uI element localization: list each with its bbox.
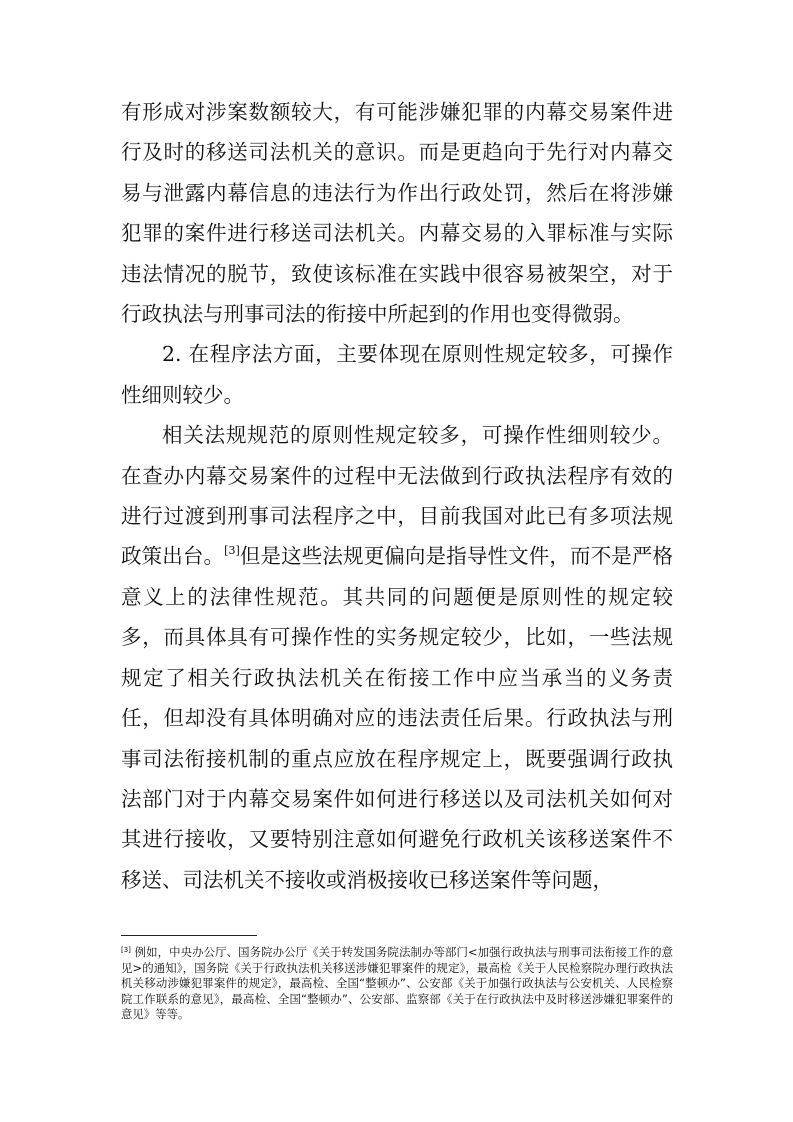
paragraph-regulations-part2: 但是这些法规更偏向是指导性文件，而不是严格意义上的法律性规范。其共同的问题便是原则性的规定较多，而具体具有可操作性的实务规定较少，比如，一些法规规定了相关行政执法机关在衔接工作中应当承当的义务责任，但却没有具体明确对应的违法责任后果。行政执法与刑事司法衔接机制的重点应放在程序规定上，既要强调行政执法部门对于内幕交易案件如何进行移送以及司法机关如何对其进行接收，又要特别注意如何避免行政机关该移送案件不移送、司法机关不接收或消极接收已移送案件等问题， bbox=[121, 544, 673, 892]
footnote-marker: [3] bbox=[121, 946, 131, 954]
paragraph-regulations-part1: 相关法规规范的原则性规定较多，可操作性细则较少。在查办内幕交易案件的过程中无法做到行政执法程序有效的进行过渡到刑事司法程序之中，目前我国对此已有多项法规政策出台。 bbox=[121, 423, 673, 569]
footnote-reference[interactable]: [3] bbox=[224, 544, 240, 558]
paragraph-continuation: 有形成对涉案数额较大，有可能涉嫌犯罪的内幕交易案件进行及时的移送司法机关的意识。而是更趋向于先行对内幕交易与泄露内幕信息的违法行为作出行政处罚，然后在将涉嫌犯罪的案件进行移送司法机关。内幕交易的入罪标准与实际违法情况的脱节，致使该标准在实践中很容易被架空，对于行政执法与刑事司法的衔接中所起到的作用也变得微弱。 bbox=[121, 100, 673, 327]
footnote bbox=[121, 945, 673, 1023]
paragraph-regulations bbox=[121, 415, 673, 900]
footnote-separator bbox=[121, 935, 257, 936]
paragraph-procedural-law: 2. 在程序法方面，主要体现在原则性规定较多，可操作性细则较少。 bbox=[121, 342, 673, 407]
footnote-text: 例如，中央办公厅、国务院办公厅《关于转发国务院法制办等部门<加强行政执法与刑事司法衔接工作的意见>的通知》，国务院《关于行政执法机关移送涉嫌犯罪案件的规定》，最高检《关于人民检察院办理行政执法机关移动涉嫌犯罪案件的规定》，最高检、全国“整顿办”、公安部《关于加强行政执法与公安机关、人民检察院工作联系的意见》，最高检、全国“整顿办”、公安部、监察部《关于在行政执法中及时移送涉嫌犯罪案件的意见》等等。 bbox=[121, 945, 673, 1022]
body-text bbox=[121, 92, 673, 900]
